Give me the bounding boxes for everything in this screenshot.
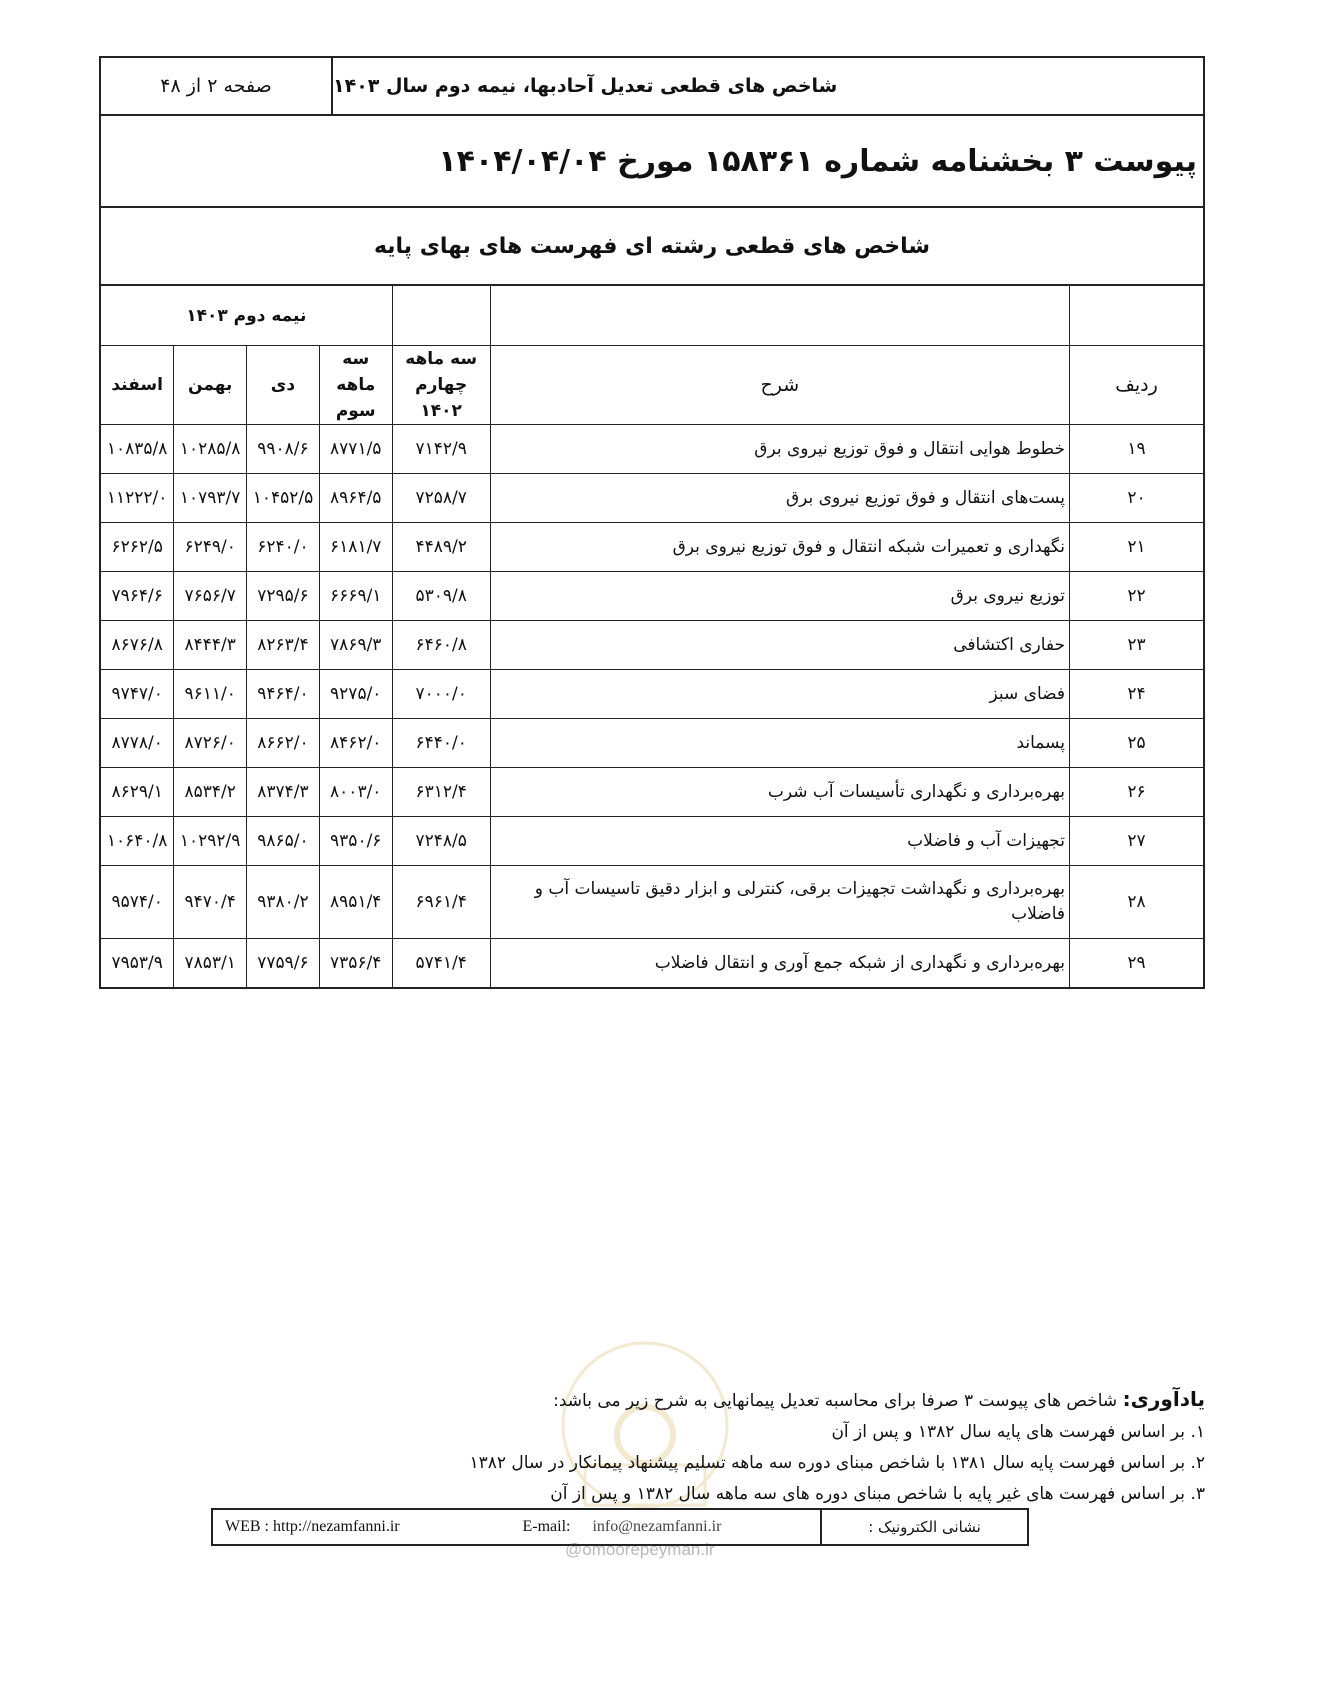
cell-q4-1402: ۶۴۶۰/۸ [392,621,490,670]
cell-bahman: ۸۷۲۶/۰ [174,719,247,768]
reminder-lead: یادآوری: [1122,1387,1205,1411]
table-title: شاخص های قطعی رشته ای فهرست های بهای پایه [373,233,931,259]
col-bahman: بهمن [174,346,247,425]
col-q4-1402: سه ماهه چهارم ۱۴۰۲ [392,346,490,425]
table-row [101,523,1203,572]
blank-header-cell [392,286,490,346]
email-link[interactable]: info@nezamfanni.ir [592,1518,722,1535]
cell-q4-1402: ۴۴۸۹/۲ [392,523,490,572]
cell-q3: ۹۳۵۰/۶ [319,817,392,866]
cell-dey: ۹۹۰۸/۶ [247,425,320,474]
cell-esfand: ۱۰۶۴۰/۸ [101,817,174,866]
index-table [101,286,1203,987]
cell-radif: ۲۲ [1070,572,1204,621]
half-year-header [101,286,392,346]
cell-dey: ۸۲۶۳/۴ [247,621,320,670]
cell-desc: فضای سبز [490,670,1069,719]
table-row [101,866,1203,939]
table-row [101,939,1203,988]
cell-radif: ۲۰ [1070,474,1204,523]
col-esfand: اسفند [101,346,174,425]
cell-radif: ۲۵ [1070,719,1204,768]
reminder-intro-line [445,1384,1205,1417]
cell-q3: ۸۷۷۱/۵ [319,425,392,474]
header-row-1 [101,286,1203,346]
cell-radif: ۲۴ [1070,670,1204,719]
contact-label: نشانی الکترونیک : [820,1510,1027,1544]
cell-q4-1402: ۷۲۴۸/۵ [392,817,490,866]
cell-radif: ۲۶ [1070,768,1204,817]
col-desc: شرح [490,346,1069,425]
cell-q4-1402: ۵۷۴۱/۴ [392,939,490,988]
cell-dey: ۸۶۶۲/۰ [247,719,320,768]
cell-esfand: ۷۹۶۴/۶ [101,572,174,621]
cell-esfand: ۹۵۷۴/۰ [101,866,174,939]
table-row [101,621,1203,670]
cell-desc: حفاری اکتشافی [490,621,1069,670]
reminder-item-3: ۳. بر اساس فهرست های غیر پایه با شاخص مبنای دوره های سه ماهه سال ۱۳۸۲ و پس از آن [550,1484,1205,1504]
cell-q4-1402: ۷۱۴۲/۹ [392,425,490,474]
cell-q4-1402: ۵۳۰۹/۸ [392,572,490,621]
cell-q3: ۸۹۵۱/۴ [319,866,392,939]
header-row [101,58,1203,116]
circular-title: پیوست ۳ بخشنامه شماره ۱۵۸۳۶۱ مورخ ۱۴۰۴/۰۴/۰۴ [438,143,1197,179]
cell-esfand: ۸۶۷۶/۸ [101,621,174,670]
cell-desc: پست‌های انتقال و فوق توزیع نیروی برق [490,474,1069,523]
cell-esfand: ۹۷۴۷/۰ [101,670,174,719]
cell-bahman: ۷۶۵۶/۷ [174,572,247,621]
cell-bahman: ۸۴۴۴/۳ [174,621,247,670]
cell-bahman: ۱۰۷۹۳/۷ [174,474,247,523]
cell-q3: ۷۳۵۶/۴ [319,939,392,988]
cell-dey: ۹۳۸۰/۲ [247,866,320,939]
cell-desc: خطوط هوایی انتقال و فوق توزیع نیروی برق [490,425,1069,474]
cell-q4-1402: ۶۹۶۱/۴ [392,866,490,939]
cell-desc: توزیع نیروی برق [490,572,1069,621]
cell-desc: نگهداری و تعمیرات شبکه انتقال و فوق توزیع نیروی برق [490,523,1069,572]
cell-q3: ۷۸۶۹/۳ [319,621,392,670]
cell-bahman: ۶۲۴۹/۰ [174,523,247,572]
table-row [101,768,1203,817]
reminder-note [445,1384,1205,1510]
page-number: صفحه ۲ از ۴۸ [101,58,333,114]
cell-radif: ۱۹ [1070,425,1204,474]
cell-radif: ۲۱ [1070,523,1204,572]
table-row [101,670,1203,719]
email-label: E-mail: [522,1518,571,1535]
table-row [101,474,1203,523]
cell-desc: بهره‌برداری و نگهداری از شبکه جمع آوری و انتقال فاضلاب [490,939,1069,988]
cell-bahman: ۸۵۳۴/۲ [174,768,247,817]
table-row [101,425,1203,474]
cell-q3: ۶۱۸۱/۷ [319,523,392,572]
table-wrapper [101,286,1203,987]
web-link[interactable]: WEB : http://nezamfanni.ir [225,1518,400,1535]
blank-header-cell [1070,286,1204,346]
cell-radif: ۲۹ [1070,939,1204,988]
cell-q4-1402: ۷۰۰۰/۰ [392,670,490,719]
table-title-row [101,208,1203,286]
cell-dey: ۹۴۶۴/۰ [247,670,320,719]
cell-bahman: ۱۰۲۹۲/۹ [174,817,247,866]
cell-q3: ۸۴۶۲/۰ [319,719,392,768]
header-row-2 [101,346,1203,425]
reminder-item-1: ۱. بر اساس فهرست های پایه سال ۱۳۸۲ و پس از آن [831,1422,1205,1442]
cell-dey: ۸۳۷۴/۳ [247,768,320,817]
table-row [101,817,1203,866]
col-q3: سه ماهه سوم [319,346,392,425]
cell-dey: ۶۲۴۰/۰ [247,523,320,572]
cell-esfand: ۱۱۲۲۲/۰ [101,474,174,523]
cell-desc: پسماند [490,719,1069,768]
document-title: شاخص های قطعی تعدیل آحادبها، نیمه دوم سال ۱۴۰۳ [333,75,838,97]
contact-footer [211,1508,1029,1546]
document-frame [99,56,1205,989]
cell-desc: بهره‌برداری و نگهداشت تجهیزات برقی، کنترلی و ابزار دقیق تاسیسات آب و فاضلاب [490,866,1069,939]
watermark-text: @omoorepeyman.ir [565,1540,715,1559]
cell-q4-1402: ۶۴۴۰/۰ [392,719,490,768]
cell-dey: ۹۸۶۵/۰ [247,817,320,866]
cell-q4-1402: ۶۳۱۲/۴ [392,768,490,817]
cell-desc: بهره‌برداری و نگهداری تأسیسات آب شرب [490,768,1069,817]
table-row [101,572,1203,621]
cell-radif: ۲۳ [1070,621,1204,670]
cell-esfand: ۸۷۷۸/۰ [101,719,174,768]
cell-q3: ۶۶۶۹/۱ [319,572,392,621]
cell-dey: ۱۰۴۵۲/۵ [247,474,320,523]
cell-dey: ۷۲۹۵/۶ [247,572,320,621]
cell-bahman: ۷۸۵۳/۱ [174,939,247,988]
cell-esfand: ۸۶۲۹/۱ [101,768,174,817]
cell-dey: ۷۷۵۹/۶ [247,939,320,988]
cell-desc: تجهیزات آب و فاضلاب [490,817,1069,866]
cell-q4-1402: ۷۲۵۸/۷ [392,474,490,523]
cell-q3: ۸۰۰۳/۰ [319,768,392,817]
cell-bahman: ۹۴۷۰/۴ [174,866,247,939]
cell-radif: ۲۷ [1070,817,1204,866]
cell-esfand: ۱۰۸۳۵/۸ [101,425,174,474]
half-year-label: نیمه دوم ۱۴۰۳ [186,305,307,326]
cell-bahman: ۹۶۱۱/۰ [174,670,247,719]
cell-bahman: ۱۰۲۸۵/۸ [174,425,247,474]
circular-row [101,116,1203,208]
email-block [523,1510,821,1544]
blank-header-cell [490,286,1069,346]
cell-q3: ۹۲۷۵/۰ [319,670,392,719]
cell-q3: ۸۹۶۴/۵ [319,474,392,523]
cell-radif: ۲۸ [1070,866,1204,939]
col-dey: دی [247,346,320,425]
cell-esfand: ۷۹۵۳/۹ [101,939,174,988]
reminder-intro: شاخص های پیوست ۳ صرفا برای محاسبه تعدیل پیمانهایی به شرح زیر می باشد: [553,1391,1118,1411]
col-radif: ردیف [1070,346,1204,425]
table-row [101,719,1203,768]
cell-esfand: ۶۲۶۲/۵ [101,523,174,572]
reminder-item-2: ۲. بر اساس فهرست پایه سال ۱۳۸۱ با شاخص مبنای دوره سه ماهه تسلیم پیشنهاد پیمانکار در سال ۱۳۸۲ [469,1453,1205,1473]
